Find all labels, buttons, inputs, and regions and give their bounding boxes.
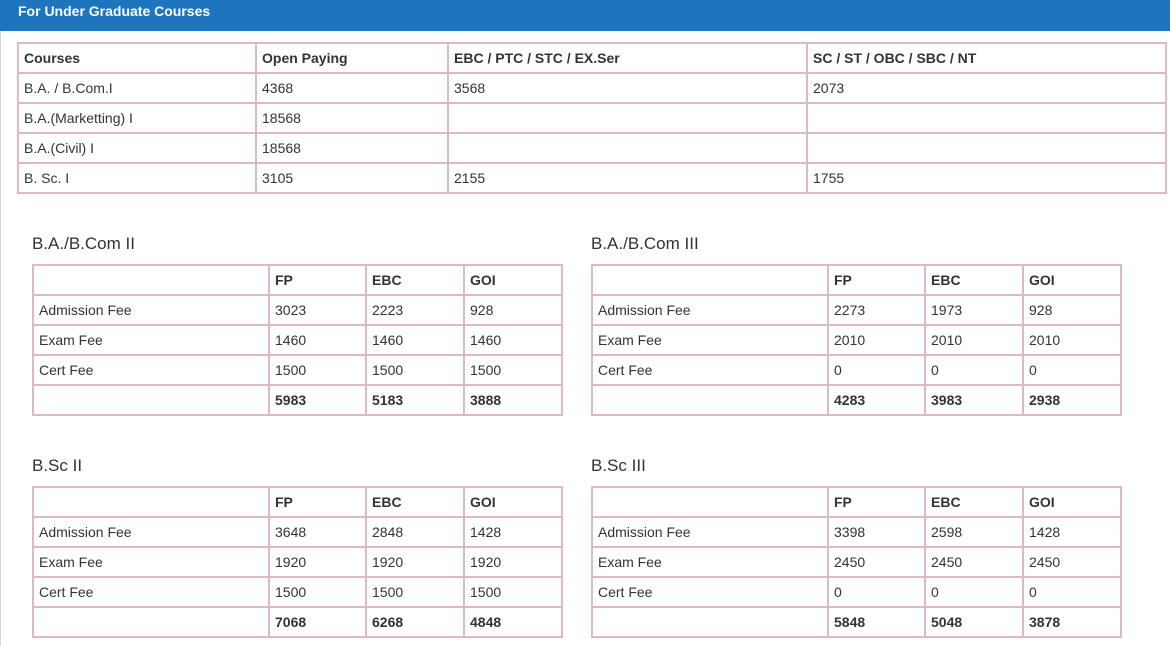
column-header: Courses <box>18 43 256 73</box>
column-header: GOI <box>464 487 562 517</box>
table-cell: 1460 <box>464 325 562 355</box>
table-cell: 4368 <box>256 73 448 103</box>
table-row <box>18 133 1166 163</box>
table-cell: 2450 <box>828 547 925 577</box>
table-cell <box>448 103 807 133</box>
table-cell: 1920 <box>269 547 366 577</box>
table-cell: 0 <box>1023 577 1121 607</box>
total-row <box>592 607 1121 637</box>
table-cell: 1500 <box>464 355 562 385</box>
fee-label: Admission Fee <box>33 517 269 547</box>
table-cell: 2273 <box>828 295 925 325</box>
total-cell: 4283 <box>828 385 925 415</box>
table-row <box>33 517 562 547</box>
page-header-bar <box>0 0 1170 31</box>
fee-label: Admission Fee <box>33 295 269 325</box>
table-cell: 1500 <box>366 577 464 607</box>
table-cell: 1920 <box>366 547 464 577</box>
fee-table-bsc-2 <box>32 486 563 638</box>
total-label <box>33 607 269 637</box>
table-cell: 928 <box>464 295 562 325</box>
total-label <box>592 385 828 415</box>
fee-label: Cert Fee <box>33 355 269 385</box>
total-cell: 7068 <box>269 607 366 637</box>
table-row <box>592 325 1121 355</box>
fee-label: Cert Fee <box>592 577 828 607</box>
total-cell: 3878 <box>1023 607 1121 637</box>
table-cell: 928 <box>1023 295 1121 325</box>
column-header: SC / ST / OBC / SBC / NT <box>807 43 1166 73</box>
table-header-row <box>592 487 1121 517</box>
table-cell: 2155 <box>448 163 807 193</box>
total-label <box>33 385 269 415</box>
column-header <box>592 265 828 295</box>
total-row <box>592 385 1121 415</box>
table-cell: 1500 <box>269 577 366 607</box>
table-cell: 1428 <box>1023 517 1121 547</box>
course-name-cell: B. Sc. I <box>18 163 256 193</box>
total-cell: 3983 <box>925 385 1023 415</box>
section-title-bsc-3: B.Sc III <box>591 456 646 475</box>
column-header: FP <box>828 487 925 517</box>
table-cell: 1755 <box>807 163 1166 193</box>
table-cell <box>448 133 807 163</box>
total-row <box>33 385 562 415</box>
column-header: EBC <box>366 265 464 295</box>
table-row <box>592 295 1121 325</box>
table-cell: 0 <box>925 577 1023 607</box>
section-title-bsc-2: B.Sc II <box>32 456 83 475</box>
table-cell: 1500 <box>464 577 562 607</box>
table-cell: 2223 <box>366 295 464 325</box>
column-header: GOI <box>464 265 562 295</box>
table-row <box>33 295 562 325</box>
table-cell: 1500 <box>366 355 464 385</box>
total-cell: 2938 <box>1023 385 1121 415</box>
table-cell: 3568 <box>448 73 807 103</box>
table-row <box>18 73 1166 103</box>
fee-label: Exam Fee <box>33 325 269 355</box>
table-cell: 3023 <box>269 295 366 325</box>
total-cell: 5183 <box>366 385 464 415</box>
table-cell: 18568 <box>256 133 448 163</box>
table-header-row <box>592 265 1121 295</box>
page-title: For Under Graduate Courses <box>18 3 211 19</box>
column-header: EBC <box>925 265 1023 295</box>
table-cell: 2010 <box>828 325 925 355</box>
table-cell: 1920 <box>464 547 562 577</box>
column-header: EBC <box>366 487 464 517</box>
table-row <box>33 577 562 607</box>
fee-label: Cert Fee <box>33 577 269 607</box>
table-cell: 18568 <box>256 103 448 133</box>
table-cell: 2450 <box>925 547 1023 577</box>
table-header-row <box>33 487 562 517</box>
course-name-cell: B.A. / B.Com.I <box>18 73 256 103</box>
table-cell: 1500 <box>269 355 366 385</box>
table-cell: 1460 <box>366 325 464 355</box>
table-cell <box>807 133 1166 163</box>
table-cell: 0 <box>1023 355 1121 385</box>
table-row <box>33 325 562 355</box>
table-cell: 2450 <box>1023 547 1121 577</box>
total-cell: 5048 <box>925 607 1023 637</box>
total-cell: 5848 <box>828 607 925 637</box>
column-header: GOI <box>1023 265 1121 295</box>
table-cell: 1460 <box>269 325 366 355</box>
fee-label: Exam Fee <box>33 547 269 577</box>
table-header-row <box>18 43 1166 73</box>
fee-table-bsc-3 <box>591 486 1122 638</box>
table-row <box>33 355 562 385</box>
first-year-fees-table <box>17 42 1167 194</box>
total-cell: 3888 <box>464 385 562 415</box>
table-cell: 1428 <box>464 517 562 547</box>
section-title-ba-bcom-3: B.A./B.Com III <box>591 234 699 253</box>
total-label <box>592 607 828 637</box>
table-cell: 2848 <box>366 517 464 547</box>
course-name-cell: B.A.(Civil) I <box>18 133 256 163</box>
column-header <box>592 487 828 517</box>
table-cell: 2010 <box>1023 325 1121 355</box>
fee-label: Exam Fee <box>592 325 828 355</box>
table-cell <box>807 103 1166 133</box>
column-header: Open Paying <box>256 43 448 73</box>
column-header: EBC <box>925 487 1023 517</box>
column-header: EBC / PTC / STC / EX.Ser <box>448 43 807 73</box>
column-header: FP <box>269 487 366 517</box>
fee-label: Admission Fee <box>592 295 828 325</box>
table-row <box>18 163 1166 193</box>
total-cell: 4848 <box>464 607 562 637</box>
column-header: FP <box>269 265 366 295</box>
table-cell: 2010 <box>925 325 1023 355</box>
total-cell: 5983 <box>269 385 366 415</box>
table-cell: 3398 <box>828 517 925 547</box>
table-header-row <box>33 265 562 295</box>
fee-table-ba-bcom-3 <box>591 264 1122 416</box>
table-cell: 0 <box>828 355 925 385</box>
table-row <box>592 517 1121 547</box>
section-title-ba-bcom-2: B.A./B.Com II <box>32 234 135 253</box>
fee-label: Admission Fee <box>592 517 828 547</box>
table-cell: 0 <box>925 355 1023 385</box>
fee-label: Exam Fee <box>592 547 828 577</box>
table-cell: 2598 <box>925 517 1023 547</box>
column-header <box>33 265 269 295</box>
table-cell: 2073 <box>807 73 1166 103</box>
table-cell: 3648 <box>269 517 366 547</box>
column-header <box>33 487 269 517</box>
table-cell: 1973 <box>925 295 1023 325</box>
column-header: GOI <box>1023 487 1121 517</box>
course-name-cell: B.A.(Marketting) I <box>18 103 256 133</box>
fee-table-ba-bcom-2 <box>32 264 563 416</box>
total-cell: 6268 <box>366 607 464 637</box>
table-cell: 3105 <box>256 163 448 193</box>
total-row <box>33 607 562 637</box>
table-row <box>592 547 1121 577</box>
table-row <box>592 577 1121 607</box>
table-row <box>33 547 562 577</box>
table-cell: 0 <box>828 577 925 607</box>
left-divider <box>0 31 1 646</box>
column-header: FP <box>828 265 925 295</box>
fee-label: Cert Fee <box>592 355 828 385</box>
table-row <box>18 103 1166 133</box>
table-row <box>592 355 1121 385</box>
